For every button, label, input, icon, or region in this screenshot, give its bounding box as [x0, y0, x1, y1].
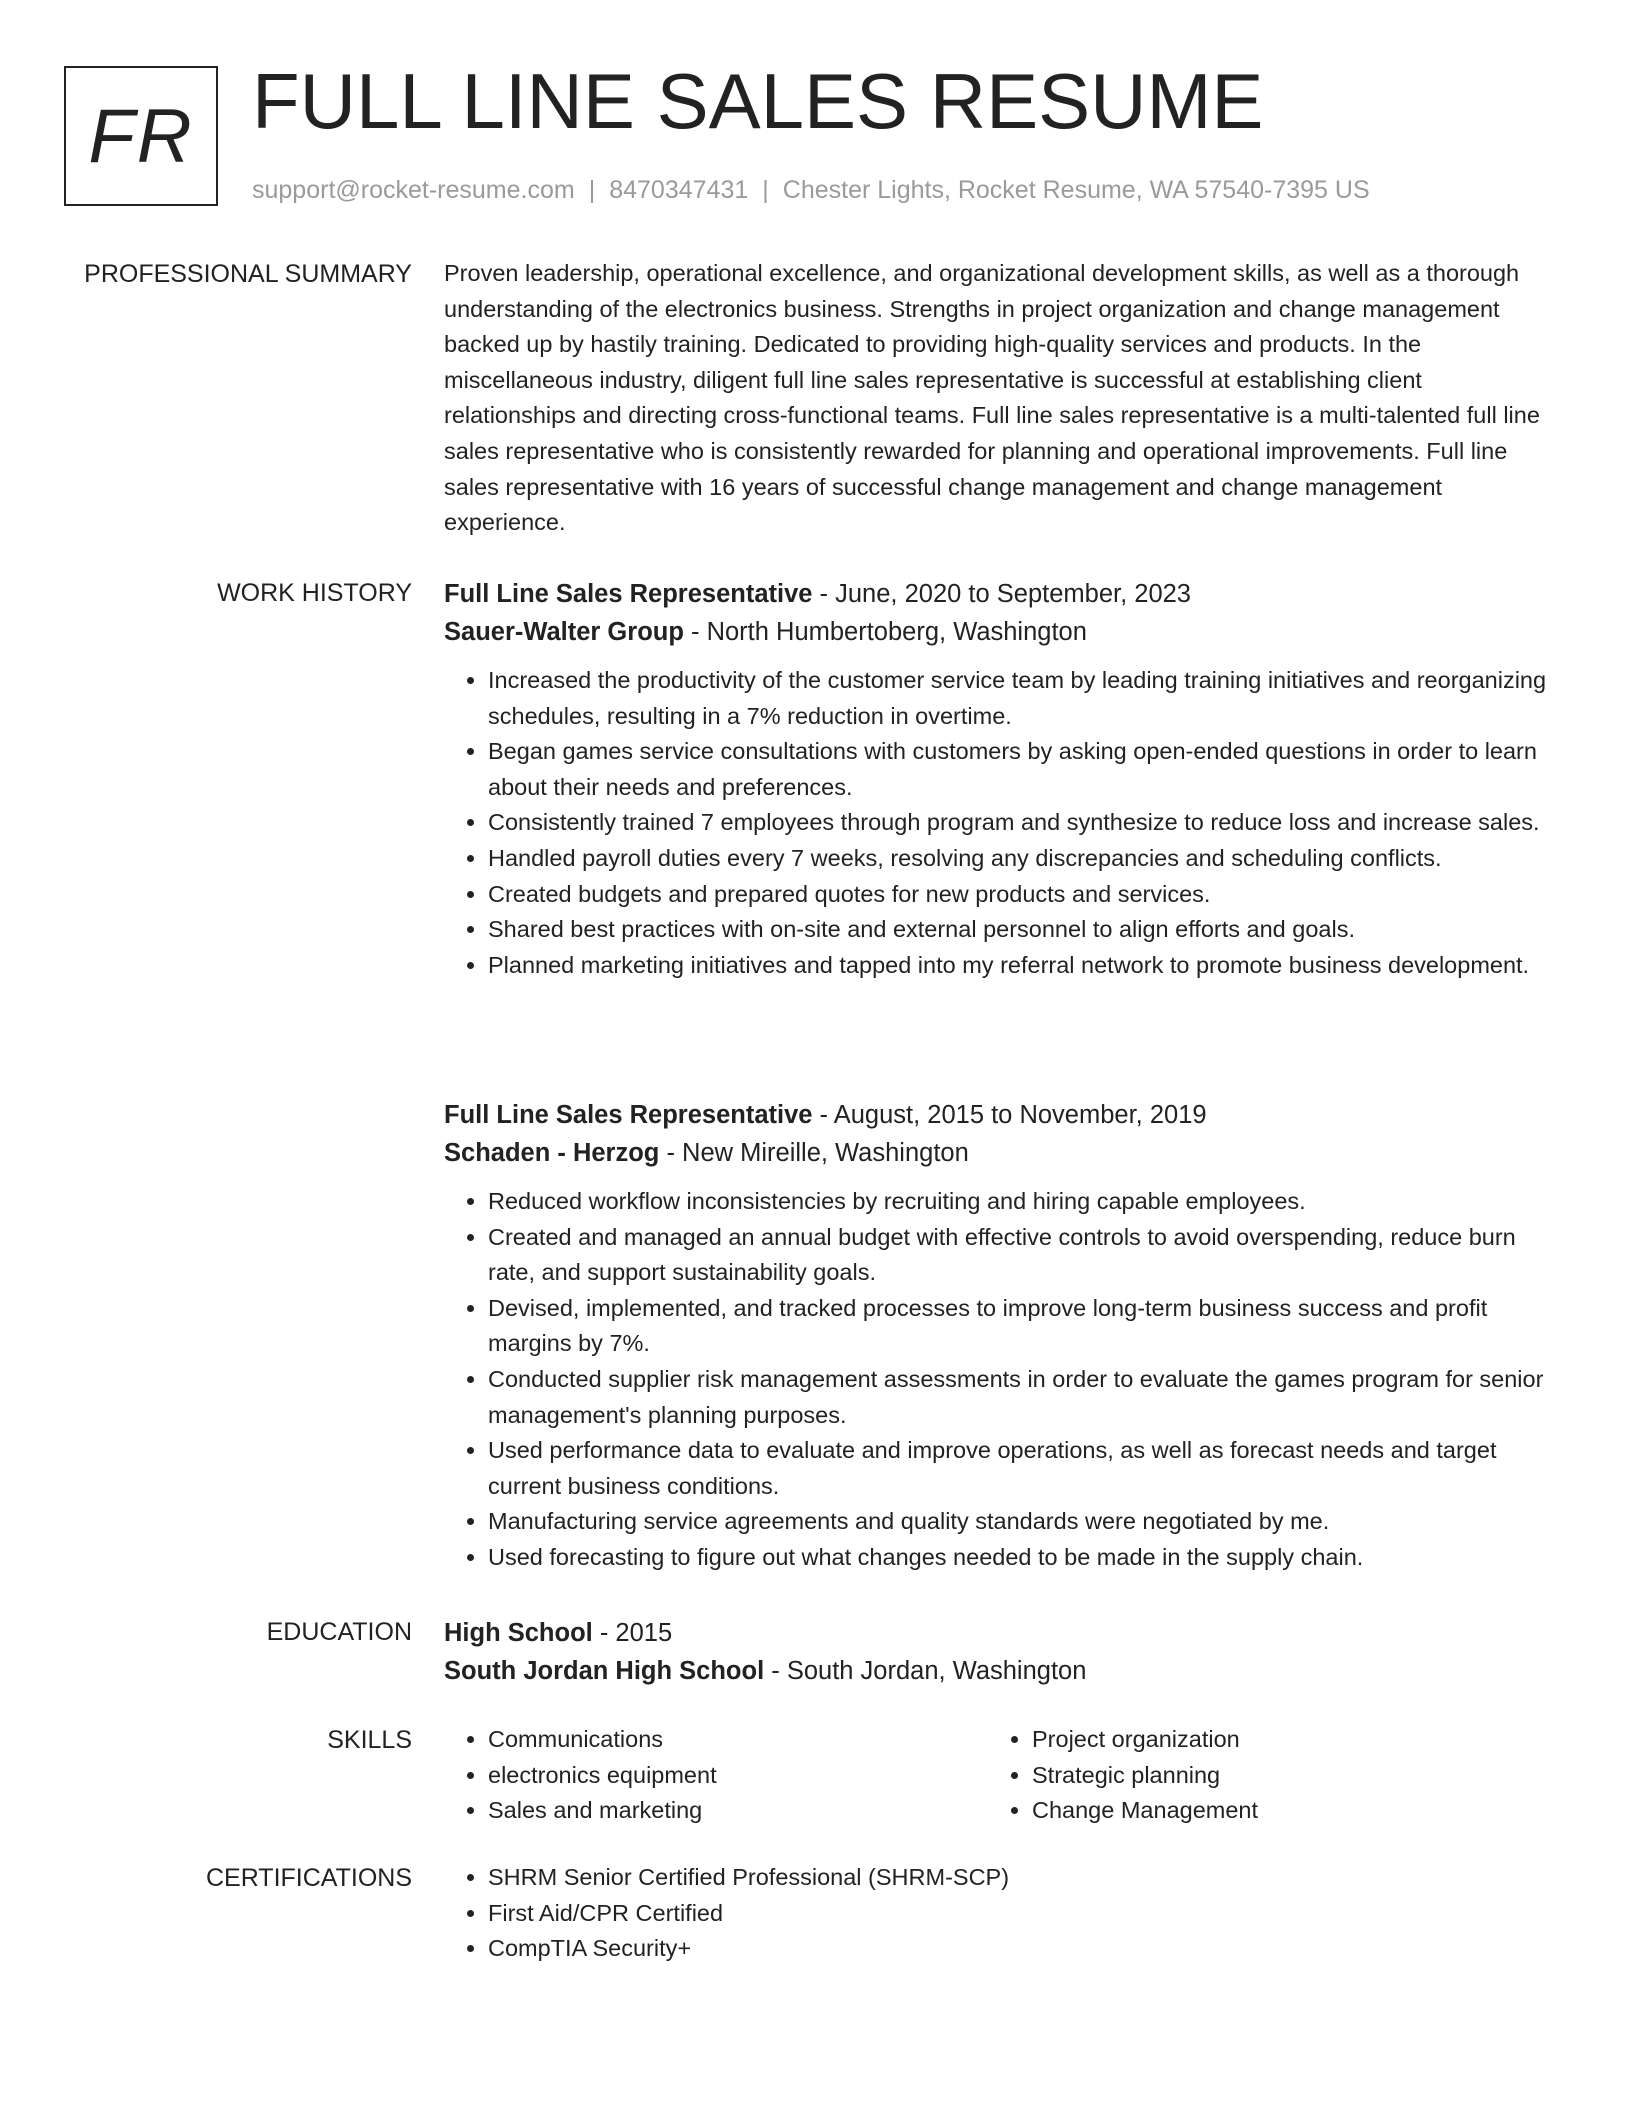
job-bullet: • Created budgets and prepared quotes for new products and services. — [488, 877, 1554, 913]
job-bullet: • Increased the productivity of the customer service team by leading training initiatives and reorganizing schedules, resulting in a 7% reduction in overtime. — [488, 663, 1554, 734]
job-bullet: • Shared best practices with on-site and external personnel to align efforts and goals. — [488, 912, 1554, 948]
skill-item: • Change Management — [1032, 1793, 1532, 1829]
job-bullet: • Used performance data to evaluate and improve operations, as well as forecast needs and target current business conditions. — [488, 1433, 1554, 1504]
certification-item: • SHRM Senior Certified Professional (SHRM-SCP) — [488, 1860, 1554, 1896]
summary-text: Proven leadership, operational excellence, and organizational development skills, as well as a thorough understanding of the electronics business. Strengths in project organization and change management backed up by hastily training. Dedicated to providing high-quality services and products. In the miscellaneous industry, diligent full line sales representative is successful at establishing client relationships and directing cross-functional teams. Full line sales representative is a multi-talented full line sales representative who is consistently rewarded for planning and operational improvements. Full line sales representative with 16 years of successful change management and change management experience. — [444, 260, 1540, 536]
education-school-line — [444, 1652, 1554, 1690]
job-bullets — [444, 663, 1554, 983]
job-title: Full Line Sales Representative — [444, 1101, 813, 1129]
certification-item: • First Aid/CPR Certified — [488, 1896, 1554, 1932]
job-bullet: • Manufacturing service agreements and quality standards were negotiated by me. — [488, 1504, 1554, 1540]
section-label-education: EDUCATION — [266, 1618, 412, 1646]
job-bullet: • Conducted supplier risk management assessments in order to evaluate the games program for senior management's planning purposes. — [488, 1362, 1554, 1433]
education-degree-line — [444, 1614, 1554, 1652]
section-label-skills: SKILLS — [327, 1726, 412, 1754]
job-bullet: • Used forecasting to figure out what changes needed to be made in the supply chain. — [488, 1540, 1554, 1576]
job-bullet: • Handled payroll duties every 7 weeks, resolving any discrepancies and scheduling conflicts. — [488, 841, 1554, 877]
monogram-box — [64, 66, 218, 206]
job-dates: - June, 2020 to September, 2023 — [812, 580, 1191, 608]
contact-separator: | — [588, 176, 596, 204]
job-bullet: • Began games service consultations with customers by asking open-ended questions in order to learn about their needs and preferences. — [488, 734, 1554, 805]
education-year: - 2015 — [592, 1619, 673, 1647]
job-bullet: • Created and managed an annual budget with effective controls to avoid overspending, reduce burn rate, and support sustainability goals. — [488, 1220, 1554, 1291]
education-degree: High School — [444, 1619, 593, 1647]
contact-address: Chester Lights, Rocket Resume, WA 57540-7395 US — [782, 176, 1370, 204]
job-entry — [444, 1096, 1554, 1576]
skill-item: • Sales and marketing — [488, 1793, 988, 1829]
contact-phone: 8470347431 — [609, 176, 749, 204]
job-title-line — [444, 1096, 1554, 1134]
job-location: - North Humbertoberg, Washington — [683, 618, 1087, 646]
job-location: - New Mireille, Washington — [659, 1139, 969, 1167]
job-company: Schaden - Herzog — [444, 1139, 660, 1167]
contact-line — [252, 174, 1370, 206]
certifications-list — [444, 1860, 1554, 1967]
job-dates: - August, 2015 to November, 2019 — [812, 1101, 1207, 1129]
resume-title: FULL LINE SALES RESUME — [252, 57, 1264, 145]
section-label-work: WORK HISTORY — [217, 579, 412, 607]
skills-list-left — [444, 1722, 988, 1829]
job-bullet: • Reduced workflow inconsistencies by recruiting and hiring capable employees. — [488, 1184, 1554, 1220]
contact-separator: | — [762, 176, 769, 204]
section-label-certifications: CERTIFICATIONS — [205, 1864, 412, 1892]
monogram-initials: FR — [88, 93, 194, 179]
job-bullet: • Devised, implemented, and tracked processes to improve long-term business success and profit margins by 7%. — [488, 1291, 1554, 1362]
job-title: Full Line Sales Representative — [444, 580, 813, 608]
section-label-summary: PROFESSIONAL SUMMARY — [84, 260, 412, 288]
job-bullets — [444, 1184, 1554, 1576]
skill-item: • Project organization — [1032, 1722, 1532, 1758]
skill-item: • Strategic planning — [1032, 1758, 1532, 1794]
contact-email: support@rocket-resume.com — [252, 176, 575, 204]
education-school: South Jordan High School — [444, 1657, 765, 1685]
skill-item: • electronics equipment — [488, 1758, 988, 1794]
skills-list-right — [988, 1722, 1532, 1829]
job-company-line — [444, 1134, 1554, 1172]
job-bullet: • Consistently trained 7 employees through program and synthesize to reduce loss and increase sales. — [488, 805, 1554, 841]
job-entry — [444, 575, 1554, 983]
job-company: Sauer-Walter Group — [444, 618, 684, 646]
certification-item: • CompTIA Security+ — [488, 1931, 1554, 1967]
job-title-line — [444, 575, 1554, 613]
job-company-line — [444, 613, 1554, 651]
education-location: - South Jordan, Washington — [764, 1657, 1087, 1685]
skill-item: • Communications — [488, 1722, 988, 1758]
job-bullet: • Planned marketing initiatives and tapped into my referral network to promote business development. — [488, 948, 1554, 984]
